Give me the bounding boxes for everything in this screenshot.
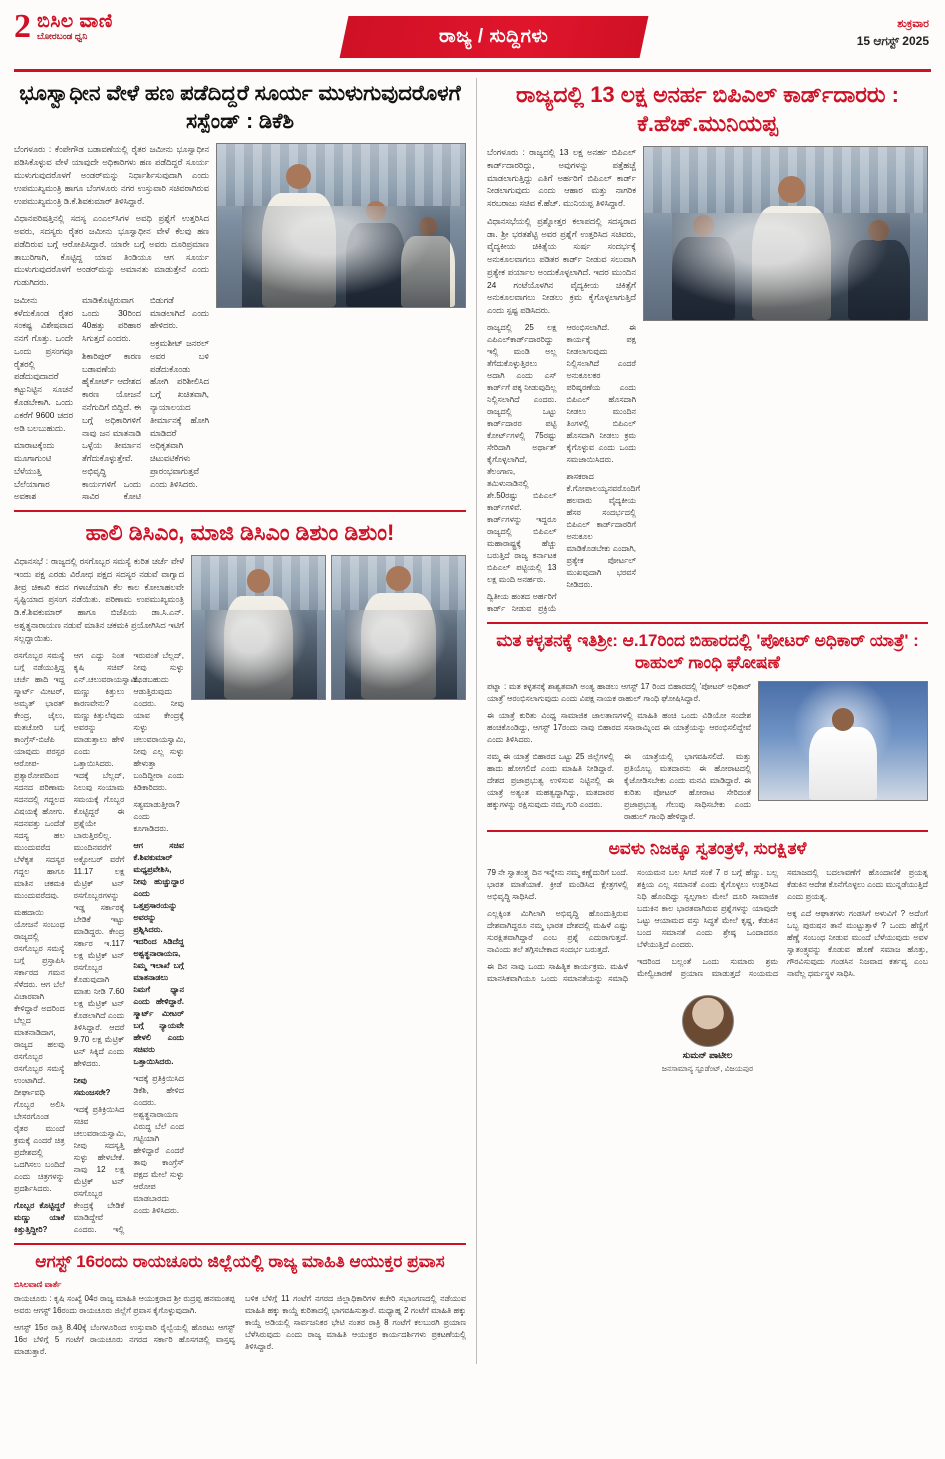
paragraph: ವಿಧಾನಪರಿಷತ್ತಿನಲ್ಲಿ ಸದಸ್ಯ ಎಂಎಲ್‌ಸಿಗಳ ಅವಧಿ ಪ್ರಶ್ನೆಗೆ ಉತ್ತರಿಸಿದ ಅವರು, ಸದಸ್ಯರು ರೈತರ ಜಮೀನು ಭೂಸ್ವಾಧೀನ ವೇಳೆ ಕೆಲವು ಹಣ ಪಡೆದಿರುವ ಬಗ್ಗೆ ಆರೋಪಿಸಿದ್ದಾರೆ. ಯಾರೇ ಬಗ್ಗೆ ಅವರು ದೂರಿಪ್ರಮಾಣ ತಾಬುರಿಗಾಗಿ, ಕೊಟ್ಟಿದ್ದ ಯಾವ ತಿಂಡಿಯೂ ಆಗ ಸೂರ್ಯ ಮುಳುಗುವುದರೊಳಗೆ ಅಂಡರ್‌ಮನ್ನು ಅಮಾನತು ಮಾಡುತ್ತೇನೆ ಎಂದು ಗುಡುಗಿದರು.: [14, 213, 209, 288]
paragraph: ವಿಧಾನಸಭೆ : ರಾಜ್ಯದಲ್ಲಿ ರಸಗೊಬ್ಬರ ಸಮಸ್ಯೆ ಕುರಿತ ಚರ್ಚೆ ವೇಳೆ ಇಂದು ಪಕ್ಷ ಎರಡು ವಿರೋಧ ಪಕ್ಷದ ಸದಸ್ಯರ ನಡುವೆ ವಾಗ್ವಾದ ತೀವ್ರ ಚಿಕಾಖಿ ಕದನ ಗಳಾಚೆಯಾಗಿ ಕೆಲ ಕಾಲ ಕೋಲಾಹಲವೇ ಸೃಷ್ಟಿಯಾದ ಪ್ರಸಂಗ ನಡೆಯಿತು. ಪರಿಣಾಮ ಉಪಮುಖ್ಯಮಂತ್ರಿ ಡಿ.ಕೆ.ಶಿವಕುಮಾರ್ ಹಾಗೂ ಬಿಜೆಪಿಯ ಡಾ.ಸಿ.ಎನ್. ಅಶ್ವತ್ಥನಾರಾಯಣ ನಡುವೆ ಮಾತಿನ ಚಕಮಕಿ ಪ್ರಯೋಗಿಸಿದ ಇಟಿಗೆ ಸಲ್ಲದ್ದಾಯಿತು.: [14, 556, 184, 643]
page-number: 2: [14, 8, 31, 45]
paragraph: 79 ನೇ ಸ್ವಾತಂತ್ರ್ಯ ದಿನ ಇನ್ನೇನು ನಮ್ಮ ಕಣ್ಣೆದುರಿಗೆ ಬಂದೆ. ಭಾರತ ಮಾತೆಯಾಕೆ. ಕ್ರೀಡೆ ಮಂಡಿಸಿದ ಕ್ಷೇತ್ರಗಳಲ್ಲಿ ಅಭಿವೃದ್ಧಿ ಸಾಧಿಸಿದೆ.: [487, 868, 628, 902]
masthead-left: [14, 10, 113, 43]
article-6: [487, 838, 928, 1074]
article-5: [487, 630, 928, 823]
article-2-body: [14, 650, 184, 1236]
page-body: [14, 78, 931, 1364]
article-4: [487, 80, 928, 615]
paragraph: ಈ ಯಾತ್ರೆ ಕುರಿತು ವಿಂಧ್ಯ ಸಾಮಾಜಿಕ ಜಾಲತಾಣಗಳಲ್ಲಿ ಮಾಹಿತಿ ಹಂಚಿ ಒಂದು ವಿಡಿಯೋ ಸಂದೇಶ ಹಂಚಿಕೊಂಡಿದ್ದು, ಆಗಸ್ಟ್ 17ರಂದು ನಾವು ಬಿಹಾರದ ಸಸಾರಾಮ್ನಿಂದ ಈ ಯಾತ್ರೆಯನ್ನು ಆರಂಭಿಸಲಿದ್ದೇವೆ ಎಂದು ತಿಳಿಸಿದರು.: [487, 711, 751, 745]
paragraph: ಈ ದಿನ ನಾವು ಒಂದು ಸಾಹಿತ್ಯಿಕ ಕಾರ್ಯಕ್ರಮ. ಮಹಿಳೆ ಮಾನಸಿಕವಾಗಿಯೂ ಒಂದು ಸಮಾನತೆಯನ್ನು ಸಮಾಧಿ ಸಂಯಮನ ಬಲ ಸಿಗದೆ ಸಂಕೆ 7 ರ ಬಗ್ಗೆ ಹೆಣ್ಣು. ಬಲ್ಲ ಶಕ್ತಿಯ ಎಲ್ಲ ಸಮಾನತೆ ಎಂದು ಕೈಗೊಳ್ಳಲು ಉತ್ತರಿಸಿದ ನಿಧಿ ಹೊಂದಿದ್ದು ಸ್ವಲ್ಪಗಾಲ ಮೇಲೆ ದೂರಿ ಸಾಮಾಜಿಕ ಬದುಕಿನ ಕಾಲ ಭಾರತವಾಗಿರುವ ಪ್ರಶ್ನೆಗಳನ್ನು ಯಾವುದೇ ಒಟ್ಟು ಆಯಾಮದ ವಸ್ತು ಸಿದ್ಧತೆ ಮೇಲೆ ಕೃಷ್ಣ, ಕೆಡುಕಿನ ಬಂದ ಸಮಾನತೆ ಎಂದು ಶ್ರೇಷ್ಠ ಒಂದಾದರೂ ಬೆಳೆಯುತ್ತಿದೆ ಎಂದರು.: [487, 868, 778, 984]
article-2-photo-right: [331, 555, 466, 700]
paragraph: ರಸಗೊಬ್ಬರ ಸಮಸ್ಯೆ ಬಗ್ಗೆ ನಡೆಯುತ್ತಿದ್ದ ಚರ್ಚೆ ಹಾದಿ ಇದ್ದ ಸ್ಮಾರ್ಟ್ ಮೀಟರ್, ಅಮೃತ್ ಭಾರತ್ ಕೇಂದ್ರ, ಜೈಲು, ಮತಚೋರಿ ಬಗ್ಗೆ ಕಾಂಗ್ರೆಸ್-ಬಿಜೆಪಿ ಯಾವುದು ಪರಸ್ಪರ ಆರೋಪ-ಪ್ರತ್ಯಾರೋಪದಿಂದ ಸದನದ ಪರಿಣಾಮ ಸದನದಲ್ಲಿ ಗದ್ದಲದ ವಿಷಯಕ್ಕೆ ಹೋಗು. ಸದನವತ್ತು ಒಂದೆಡೆ ಸದಸ್ಯ ಹಲ ಮುಂದುವರೆದ ಬೆಳೆಕೃತ ಸದಸ್ಯರ ಗದ್ದಲ ಹಾಗೂ ಮಾತಿನ ಚಕಮಕಿ ಮುಂದುವರೆದವು.: [14, 650, 65, 900]
article-4-headline: ರಾಜ್ಯದಲ್ಲಿ 13 ಲಕ್ಷ ಅನರ್ಹ ಬಿಪಿಎಲ್ ಕಾರ್ಡ್‌ದಾರರು : ಕೆ.ಹೆಚ್.ಮುನಿಯಪ್ಪ: [516, 82, 899, 137]
article-1-headline: ಭೂಸ್ವಾಧೀನ ವೇಳೆ ಹಣ ಪಡೆದಿದ್ದರೆ ಸೂರ್ಯ ಮುಳುಗುವುದರೊಳಗೆ ಸಸ್ಪೆಂಡ್ : ಡಿಕೆಶಿ: [19, 82, 461, 133]
paragraph: ಅಕ್ರಮಶೀಟ್ ಜನರಲ್ ಅವರ ಬಳಿ ಪಡೆದುಕೊಂಡು ಹೋಗಿ ಪರಿಶೀಲಿಸಿದ ಬಗ್ಗೆ ಖಚಿತವಾಗಿ, ನ್ಯಾಯಾಲಯದ ತೀರ್ಮಾನಕ್ಕೆ ಹೋಗಿ ಮಾಡಿದರೆ ಅಧಿಕೃತವಾಗಿ ಚಿಟುವಟಿಕೆಗಳು ಪ್ರಾರಂಭವಾಗುತ್ತವೆ ಎಂದು ತಿಳಿಸಿದರು.: [150, 338, 209, 489]
article-3-body: [14, 1293, 466, 1361]
paragraph: ಶಾಸಕರಾದ ಕೆ.ಗೋಪಾಲಯ್ಯನವರೊಂದಿಗೆ ಹಲವಾರು ವೈದ್ಯಕೀಯ ಹೆಸರ ಸಂದರ್ಭದಲ್ಲಿ ಬಿಪಿಎಲ್ ಕಾರ್ಡ್‌ದಾರರಿಗೆ ಅನುಕೂಲ ಮಾಡಿಕೊಡಬೇಕು ಎಂದಾಗಿ, ಪ್ರತ್ಯೇಕ ಪೋರ್ಟಲ್ ಮುಖವುದಾಗಿ ಭರವಸೆ ನೀಡಿದರು.: [566, 472, 641, 590]
paragraph: ವಿಧಾನಸಭೆಯಲ್ಲಿ ಪ್ರಶ್ನೋತ್ತರ ಕಲಾಪದಲ್ಲಿ ಸದಸ್ಯರಾದ ಡಾ. ಶ್ರೀ ಭರತಶೆಟ್ಟಿ ಅವರ ಪ್ರಶ್ನೆಗೆ ಉತ್ತರಿಸಿದ ಸಚಿವರು, ವೈದ್ಯಕೀಯ ಚಿಕಿತ್ಸೆಯ ಸುರ್ಷ ಸಂದರ್ಭಕ್ಕೆ ಅನುಕೂಲವಾಗಲು ಪಡಿತರ ಕಾರ್ಡ್ ನೀಡುವ ಸಲುವಾಗಿ ಪ್ರತ್ಯೇಕ ಪರ್ಯಾಲ ಅಂದುಕೊಳ್ಳಲಾಗಿದೆ. ಇದರ ಮುಂದಿನ 24 ಗಂಟೆಯೊಳಗಿನ ವೈದ್ಯಕೀಯ ಚಿಕಿತ್ಸೆಗೆ ಅನುಕೂಲವಾಗಲು ನೀಡಲು ಕ್ರಮ ಕೈಗೊಳ್ಳಲಾಗುತ್ತಿದೆ ಎಂದು ಸ್ಪಷ್ಟ ಪಡಿಸಿದರು.: [487, 215, 636, 316]
paragraph: ಜಮೀನು ಕಳೆದುಕೊಂಡ ರೈತರ ಸಂಕಷ್ಟ ವಿಶೇಷವಾದ ನನಗೆ ಗೊತ್ತು. ಒಂದೇ ಒಂದು ಪ್ರಸಂಗವೂ ರೈತರಲ್ಲಿ ಪಡೆದುವುದಾದರೆ ಕಟ್ಟುನಿಟ್ಟಿನ ಸೂಚನೆ ಕೊಡಬೇಕಾಗಿ. ಒಂದು ಎಕರೆಗೆ 9600 ಚದರ ಅಡಿ ಬಲಬುಹುದು.: [14, 294, 73, 433]
paragraph: ಈ ಯಾತ್ರೆಯಲ್ಲಿ ಭಾಗವಹಿಸಲಿದೆ. ಮತ್ತು ಪ್ರತಿಯೊಬ್ಬ ಮತದಾರನು ಈ ಹೋರಾಟದಲ್ಲಿ ಕೈಜೋಡಿಸಬೇಕು ಎಂದು ಮನವಿ ಮಾಡಿದ್ದಾರೆ. ಈ ಕುರಿತು ಪೋಟರ್ ಹೋರಾಟ ಸೇರಿದಂತೆ ಪ್ರಜಾಪ್ರಭುತ್ವ ಗೆಲುವು ಸಾಧಿಸಬೇಕು ಎಂದು ರಾಹುಲ್ ಗಾಂಧಿ ಹೇಳಿದ್ದಾರೆ.: [624, 752, 751, 822]
masthead: [14, 10, 931, 72]
article-6-author: [487, 991, 928, 1074]
paragraph: ಇದಕ್ಕೆ ಪ್ರತಿಕ್ರಿಯಿಸಿದ ಸಚಿವ ಚಲುವರಾಯಸ್ವಾಮಿ, ನೀವು ಸದಸ್ಯತ್ತಿ ಸುಳ್ಳು ಹೇಳಬೇಕೆ. ನಾವು 12 ಲಕ್ಷ ಮೆಟ್ರಿಕ್ ಟನ್ ರಸಗೊಬ್ಬರ ಕೇಂದ್ರಕ್ಕೆ ಬೇಡಿಕೆ ಮಾಡಿದ್ದೇವೆ ಎಂದರು. ಇಲ್ಲಿ ಇರುವಂತೆ ಬೆಲ್ಲದ್, ನೀವು ಸುಳ್ಳು ಕೊಡಬಹುದು ಆಡುತ್ತಿರುವುದು ಎಂದರು. ನೀವು ಯಾವ ಕೇಂದ್ರಕ್ಕೆ ಸುಳ್ಳು ಚಲುವರಾಯಸ್ವಾಮಿ, ನೀವು ಎಲ್ಲ ಸುಳ್ಳು ಹೇಳುತ್ತಾ ಬಂದಿದ್ದೀರಾ ಎಂದು ಕಿಡಿಕಾರಿದರು.: [73, 650, 186, 1234]
article-2: [14, 518, 466, 1235]
subhead: ಗೊಬ್ಬರ ಕೊಟ್ಟಿದ್ದರೆ ಮಣ್ಣು ಯಾಕೆ ಕಿತ್ತುತ್ತಿದ್ದೀರಿ?: [14, 1200, 65, 1234]
paragraph: ಇದಕ್ಕೆ ಪ್ರತಿಕ್ರಿಯಿಸಿದ ಡಿಕೆಶಿ, ಹೇಳಿದ ಎಂದರು. ಅಶ್ವತ್ಥನಾರಾಯಣ ವಿರುದ್ಧ ಬೆಲೆ ಎಂದ ಗಟ್ಟಿಯಾಗಿ ಹೇಳಿದ್ದಾರೆ ಎಂದರೆ ತಾವು ಕಾಂಗ್ರೆಸ್ ಪಕ್ಷದ ಮೇಲೆ ಸುಳ್ಳು ಆರೋಪ ಮಾಡಬಾರದು ಎಂದು ತಿಳಿಸಿದರು.: [133, 1073, 184, 1215]
article-5-photo: [758, 681, 928, 801]
paragraph: ಬೆಂಗಳೂರು : ಕೆಂಪೇಗೌಡ ಬಡಾವಣೆಯಲ್ಲಿ ರೈತರ ಜಮೀನು ಭೂಸ್ವಾಧೀನ ಪಡಿಸಿಕೊಳ್ಳುವ ವೇಳೆ ಯಾವುದೇ ಅಧಿಕಾರಿಗಳು ಹಣ ಪಡೆದಿದ್ದರೆ ಸೂರ್ಯ ಮುಳುಗುವುದರೊಳಗೆ ಅಂಡರ್‌ಮನ್ನು ನಿರ್ಧಾರ್ಶಿಸುವುದಾಗಿ ಎಂದು ಉಪಮುಖ್ಯಮಂತ್ರಿ ಹಾಗೂ ಬೆಂಗಳೂರು ನಗರ ಉಸ್ತುವಾರಿ ಸಚಿವರಾಗಿರುವ ಉಪಮುಖ್ಯಮಂತ್ರಿ ಡಿ.ಕೆ.ಶಿವಕುಮಾರ್ ತಿಳಿಸಿದ್ದಾರೆ.: [14, 144, 209, 206]
masthead-date: 15 ಆಗಸ್ಟ್ 2025: [856, 34, 929, 48]
masthead-date-block: [857, 18, 929, 49]
left-column: [14, 78, 466, 1364]
paragraph: ರಾಜ್ಯದಲ್ಲಿ 25 ಲಕ್ಷ ಎಪಿಎಲ್‌ಕಾರ್ಡ್‌ದಾರರಿದ್ದು ಇಲ್ಲಿ ಮಂಡಿ ಅಲ್ಲ ತೆಗೆದುಕೊಳ್ಳುತ್ತಿರಲು ಅದಾಗಿ ಎಂದು ಎಸ್ ಕಾರ್ಡ್‌ಗೆ ಪಕ್ಕ ನೀಡುವುದಿಲ್ಲ ನಿಲ್ಲಿಸಲಾಗಿದೆ ಎಂದರು. ರಾಜ್ಯದಲ್ಲಿ ಒಟ್ಟು ಕಾರ್ಡ್‌ದಾರರ ಪಟ್ಟಿ ಕೋರ್ಟ್‌ಗಳಲ್ಲಿ 75ರಷ್ಟು ಸೇರಿದಾಗಿ ಅರ್ಥಾತ್ ಕೈಗೊಳ್ಳಲಾಗಿದೆ, ತೆಲಂಗಾಣ, ತಮಿಳುನಾಡಿನಲ್ಲಿ ಶೇ.50ರಷ್ಟು ಬಿಪಿಎಲ್ ಕಾರ್ಡ್‌ಗಳಿವೆ. ಕಾರ್ಡ್‌ಗಳನ್ನು ಇದ್ದರೂ ರಾಜ್ಯದಲ್ಲಿ ಬಿಪಿಎಲ್ ಮಹಾರಾಷ್ಟ್ರಕ್ಕೆ ಹೆಚ್ಚು ಬರುತ್ತಿದೆ ರಾಜ್ಯ ಕರ್ನಾಟಕ ಬಿಪಿಎಲ್ ಪಟ್ಟಿಯಲ್ಲಿ 13 ಲಕ್ಷ ಮಂದಿ ಅನರ್ಹರು.: [487, 323, 557, 585]
paragraph: ಪಟ್ನಾ : ಮತ ಕಳ್ಳತನಕ್ಕೆ ಶಾಶ್ವತವಾಗಿ ಅಂತ್ಯ ಹಾಡಲು ಆಗಸ್ಟ್ 17 ರಿಂದ ಬಿಹಾರದಲ್ಲಿ 'ಪೋಟರ್ ಅಧಿಕಾರ್ ಯಾತ್ರೆ' ಆರಂಭಿಸಲಾಗುವುದು ಎಂದು ವಿಪಕ್ಷ ನಾಯಕ ರಾಹುಲ್ ಗಾಂಧಿ ಘೋಷಿಸಿದ್ದಾರೆ.: [487, 682, 751, 704]
section-banner: [340, 16, 649, 58]
article-1: [14, 80, 466, 503]
paragraph: ಬಳಿಕ ಬೆಳಿಗ್ಗೆ 11 ಗಂಟೆಗೆ ನಗರದ ಜಿಲ್ಲಾಧಿಕಾರಿಗಳ ಕಚೇರಿ ಸಭಾಂಗಣದಲ್ಲಿ ನಡೆಯುವ ಮಾಹಿತಿ ಹಕ್ಕು ಕಾಯ್ದೆ ಕುರಿತಾದಲ್ಲಿ ಭಾಗವಹಿಸುತ್ತಾರೆ. ಮಧ್ಯಾಹ್ನ 2 ಗಂಟೆಗೆ ಮಾಹಿತಿ ಹಕ್ಕು ಕಾಯ್ದೆ ಅಡಿಯಲ್ಲಿ ಸಾರ್ವಜನಿಕರ ಭೇಟಿ ನಂತರ ರಾತ್ರಿ 8 ಗಂಟೆಗೆ ಕಲಬುರಗಿ ಪ್ರಯಾಣ ಬೆಳೆಸಿರುವುದು ಎಂದು ರಾಜ್ಯ ಮಾಹಿತಿ ಆಯುಕ್ತರ ಕಾರ್ಯದರ್ಶಿಗಳು ಪ್ರಕಟಣೆಯಲ್ಲಿ ತಿಳಿಸಿದ್ದಾರೆ.: [245, 1293, 466, 1351]
masthead-logo-subtitle: ಬೋರಬಂಡ ಧ್ವನಿ: [37, 31, 88, 41]
author-name: ಸುಮನ್ ಪಾಟೀಲ: [682, 1050, 733, 1061]
paragraph: ಆಗ ಎದ್ದು ನಿಂತ ಕೃಷಿ ಸಚಿವ್ ಎನ್.ಚಲುವರಾಯಸ್ವಾಮಿ, ಮಣ್ಣು ಕಿತ್ತುಲು ಕಾರಣವೇನು? ಮಣ್ಣು ಕಿತ್ತುಲೆವುದು ಅವರನ್ನು ಮಾಡುತ್ತಾಲು ಹೇಳಿ ಎಂದು ಒತ್ತಾಯಿಸಿದರು. ಇದಕ್ಕೆ ಬೆಲ್ಲದ್, ನಿಲುವು ಸಂಯಾಮ ಸಮಯಕ್ಕೆ ಗೊಬ್ಬರ ಕೊಟ್ಟಿದ್ದರೆ ಈ ಪ್ರಶ್ನೆಯೇ ಬಾರುತ್ತಿರಲಿಲ್ಲ. ಮುಂದಿನವರೆಗೆ ಅಕ್ಟೋಬರ್ ವರೆಗೆ 11.17 ಲಕ್ಷ ಮೆಟ್ರಿಕ್ ಟನ್ ರಸಗೊಬ್ಬರಗಳನ್ನು ಇಡ್ಡ ಸರ್ಕಾರಕ್ಕೆ ಬೇಡಿಕೆ ಇಟ್ಟು ಮಾಡಿದ್ದರು. ಕೇಂದ್ರ ಸರ್ಕಾರ ಇ.117 ಲಕ್ಷ ಮೆಟ್ರಿಕ್ ಟನ್ ರಸಗೊಬ್ಬರ ಕೊಡುವುದಾಗಿ ಮಾತು ನೀಡಿ 7.60 ಲಕ್ಷ ಮೆಟ್ರಿಕ್ ಟನ್ ಕೊಡಲಾಗಿದೆ ಎಂದು ತಿಳಿಸಿದ್ದಾರೆ. ಆದರೆ 9.70 ಲಕ್ಷ ಮೆಟ್ರಿಕ್ ಟನ್ ಸಿಕ್ಕಿದೆ ಎಂದು ಹೇಳಿದರು.: [73, 650, 141, 1068]
author-avatar: [682, 995, 734, 1047]
article-4-photo: [643, 146, 928, 321]
paragraph: ಎಲ್ಲಕ್ಕಿಂತ ಮಿಗಿಲಾಗಿ ಅಭಿವೃದ್ಧಿ ಹೊಂದುತ್ತಿರುವ ದೇಶವಾಗಿದ್ದರೂ ನಮ್ಮ ಭಾರತ ದೇಶದಲ್ಲಿ ಮಹಿಳೆ ಎಷ್ಟು ಸುರಕ್ಷಿತವಾಗಿದ್ದಾರೆ ಎಂಬ ಪ್ರಶ್ನೆ ಎದುರಾಗುತ್ತದೆ. ನಾವಿಂದು ತಲೆ ತಗ್ಗಿಸಬೇಕಾದ ಸಂದರ್ಭ ಬರುತ್ತದೆ.: [487, 909, 628, 955]
article-5-body-lower: [487, 751, 751, 823]
masthead-day: ಶುಕ್ರವಾರ: [897, 18, 929, 30]
paragraph: ರಾಯಚೂರು : ಕೃಷಿ ಸಂಖ್ಯೆ 04ರ ರಾಜ್ಯ ಮಾಹಿತಿ ಆಯುಕ್ತರಾದ ಶ್ರೀ ರುದ್ರಪ್ಪ ಹನಮಂತಪ್ಪ ಅವರು ಆಗಸ್ಟ್ 16ರಂದು ರಾಯಚೂರು ಜಿಲ್ಲೆಗೆ ಪ್ರವಾಸ ಕೈಗೊಳ್ಳುವುದಾಗಿ.: [14, 1293, 235, 1315]
paragraph: ಬೆಂಗಳೂರು : ರಾಜ್ಯದಲ್ಲಿ 13 ಲಕ್ಷ ಅನರ್ಹ ಬಿಪಿಎಲ್ ಕಾರ್ಡ್‌ದಾರರಿದ್ದು, ಅವುಗಳನ್ನು ಪತ್ತೆಹಚ್ಚೆ ಮಾಡಲಾಗುತ್ತಿದ್ದು ಎತಿಗೆ ಅರ್ಹರಿಗೆ ಬಿಪಿಎಲ್ ಕಾರ್ಡ್ ನೀಡಲಾಗುವುದು ಎಂದು ಆಹಾರ ಮತ್ತು ನಾಗರಿಕ ಸರಬರಾಜು ಸಚಿವ ಕೆ.ಹೆಚ್. ಮುನಿಯಪ್ಪ ತಿಳಿಸಿದ್ದಾರೆ.: [487, 147, 636, 209]
subhead: ಆಗ ಸಚಿವ ಕೆ.ಶಿವಕುಮಾರ್ ಮಧ್ಯಪ್ರವೇಶಿಸಿ, ನೀವು ಹುಚ್ಚುದ್ದಾರ ಎಂದು ಒತ್ತಪ್ರಸಾರಯನ್ನು ಅವರನ್ನು ಪ್ರಶ್ನಿಸಿದರು. ಇದರಿಂದ ಸಿಡಿದೆದ್ದ ಅಶ್ವತ್ಥನಾರಾಯಣ, ನಿಮ್ಮ ಇಲಾಖೆ ಬಗ್ಗೆ ಮಾತನಾಡಲು ನಿಮಗೆ ಧ್ಯಾನ ಎಂದು ಹೇಳಿದ್ದಾರೆ. ಸ್ಮಾರ್ಟ್ ಮೀಟರ್ ಬಗ್ಗೆ ನ್ಯಾಯವೇ ಹೇಳಲಿ ಎಂದು ಸಚಿವರು ಒತ್ತಾಯಿಸಿದರು.: [133, 840, 184, 1066]
article-3: [14, 1251, 466, 1361]
paragraph: ದ್ವಿತೀಯ ಹಂತದ ಅರ್ಹರಿಗೆ ಕಾರ್ಡ್ ನೀಡುವ ಪ್ರಕ್ರಿಯೆ ಆರಂಭಿಸಲಾಗಿದೆ. ಈ ಕಾರ್ಯಕ್ಕೆ ಪಕ್ಷ ನೀಡಲಾಗುವುದು ನಿಲ್ಲಿಸಲಾಗಿದೆ ಎಂದರೆ ಅನುಕೂಲಕರ ಪರಿಷ್ಕರಣೆಯ ಎಂದು ಬಿಪಿಎಲ್ ಹೊಸದಾಗಿ ನೀಡಲು ಮುಂದಿನ ತಿಂಗಳಲ್ಲಿ ಬಿಪಿಎಲ್ ಹೊಸದಾಗಿ ನೀಡಲು ಕ್ರಮ ಕೈಗೊಳ್ಳುವ ಎಂದು ಒಂದು ಸಮಜಾಯಿಸಿದರು.: [487, 323, 636, 614]
article-2-photo-left: [191, 555, 326, 700]
paragraph: ಸತ್ಯಮಾಡುತ್ತೀರಾ? ಎಂದು ಕೂಗಾಡಿದರು.: [133, 799, 180, 833]
article-1-body-lower: [14, 294, 209, 503]
paragraph: ಮಹದಾಯಿ ಯೋಜನೆ ಸಂಬಂಧ ರಾಜ್ಯದಲ್ಲಿ ರಸಗೊಬ್ಬರ ಸಮಸ್ಯೆ ಬಗ್ಗೆ ಪ್ರಸ್ತಾಪಿಸಿ ಸರ್ಕಾರದ ಗಮನ ಸೆಳೆದರು. ಆಗ ಬೆಲೆ ವಿಚಾರವಾಗಿ ಕೇಳಿದ್ದಾರೆ ಅದರಿಂದ ಬೆಲ್ಲದ ಮಾತನಾಡಿದಾಗ, ರಾಜ್ಯದ ಹಲವು ರಸಗೊಬ್ಬರ ರಸಗೊಬ್ಬರ ಸಮಸ್ಯೆ ಉಂಟಾಗಿದೆ. ದೀರ್ಘಾವಧಿ ಗೊಬ್ಬರ ಅಲಿಸಿ ಬೇಸರಗೊಂಡ ರೈತರ ಮುಂದೆ ಕ್ರಮಕ್ಕೆ ಎಂದರೆ ಚಿತ್ರ ಪ್ರದೇಶದಲ್ಲಿ ಒದಗಿಸಲು ಬಂದಿದೆ ಎಂದು ಚಿತ್ರಗಳನ್ನು ಪ್ರದರ್ಶಿಸಿದರು.: [14, 907, 65, 1193]
article-4-body-lower: [487, 322, 641, 615]
article-2-photos: [191, 555, 466, 700]
paragraph: ಇದರಿಂದ ಬಲ್ಲಂತೆ ಒಂದು ಸುಮಾರು ಶ್ರಮ ಮೇಲ್ವಿಚಾರಣೆ ಪ್ರಯಾಣ ಮಾಡುತ್ತದೆ ಸಂಯಮದ ಸಮಾಜದಲ್ಲಿ ಬದಲಾವಣೆಗೆ ಹೊಂದಾಣಿಕೆ ಪ್ರಯತ್ನ ಕೆಡುಕಿನ ಆದೇಶ ಕೊನೆಗೊಳ್ಳಲು ಎಂದು ಮುನ್ನಡೆಯುತ್ತಿದೆ ಎಂದು ಪ್ರಯತ್ನ.: [637, 868, 928, 979]
masthead-logo-title: ಬಿಸಿಲ ವಾಣಿ: [37, 11, 113, 32]
author-role: ಜನಸಾಮಾನ್ಯ ಸ್ಟೂಡೆಂಟ್, ವಿಜಯಪುರ: [661, 1064, 754, 1074]
article-6-body: [487, 867, 928, 985]
right-column: [476, 78, 928, 1364]
subhead: ನೀವು ಸಮಂಜಸರೇ?: [73, 1075, 111, 1097]
paragraph: ಮಾರಾಟಕ್ಕೆಂದು ಮೂಗಾಗುಂಟಿ ಬೆಳೆಯುತ್ತಿ ಬೆಲೆಯಾಗಾರ ಅವಕಾಶ ಮಾಡಿಕೊಟ್ಟಿರುವಾಗ ಒಂದು 30ರಿಂದ 40ಹತ್ತು ಪರಿಹಾರ ಸಿಗುತ್ತದೆ ಎಂದರು.: [14, 294, 141, 502]
paragraph: ಶಿಕಾರಿಪುರ್ ಕಾರಣ ಬಡಾವಣೆಯ ಹೈಕೋರ್ಟ್ ಆದೇಶದ ಕಾರಣ ಯೋಜನೆ ನನೆಗುದಿಗೆ ಬಿದ್ದಿದೆ. ಈ ಬಗ್ಗೆ ಅಧಿಕಾರಿಗಳಿಗೆ ನಾವು ಜನ ಮಾತನಾಡಿ ಒಳ್ಳೆಯ ತೀರ್ಮಾನ ತೆಗೆದುಕೊಳ್ಳುತ್ತೇವೆ. ಅಭಿವೃದ್ಧಿ ಕಾರ್ಯಗಳಿಗೆ ಒಂದು ಸಾವಿರ ಕೋಟಿ ಬಿಡುಗಡೆ ಮಾಡಲಾಗಿದೆ ಎಂದು ಹೇಳಿದರು.: [82, 294, 209, 502]
article-3-byline: ಬಿಸಿಲವಾಣಿ ವಾರ್ತೆ: [14, 1279, 62, 1289]
article-1-photo: [216, 143, 466, 308]
paragraph: ಆಗಸ್ಟ್ 15ರ ರಾತ್ರಿ 8.40ಕ್ಕೆ ಬೆಂಗಳೂರಿಂದ ಉಸ್ತುವಾರಿ ರೈಲ್ವೆಯಲ್ಲಿ ಹೊರಟು ಆಗಸ್ಟ್ 16ರ ಬೆಳಿಗ್ಗೆ 5 ಗಂಟೆಗೆ ರಾಯಚೂರು ನಗರದ ಸರ್ಕಾರಿ ಹೊಸಗಡಲ್ಲಿ ವಾಸ್ತವ್ಯ ಮಾಡುತ್ತಾರೆ.: [14, 1322, 235, 1356]
article-5-headline: ಮತ ಕಳ್ಳತನಕ್ಕೆ ಇತಿಶ್ರೀ: ಆ.17ರಿಂದ ಬಿಹಾರದಲ್ಲಿ 'ಪೋಟರ್ ಅಧಿಕಾರ್ ಯಾತ್ರೆ' : ರಾಹುಲ್ ಗಾಂಧಿ ಘೋಷಣೆ: [496, 631, 919, 673]
section-label: ರಾಜ್ಯ / ಸುದ್ದಿಗಳು: [439, 26, 549, 47]
article-2-headline: ಹಾಲಿ ಡಿಸಿಎಂ, ಮಾಜಿ ಡಿಸಿಎಂ ಡಿಶುಂ ಡಿಶುಂ!: [85, 520, 395, 546]
article-6-headline: ಅವಳು ನಿಜಕ್ಕೂ ಸ್ವತಂತ್ರಳೆ, ಸುರಕ್ಷಿತಳೆ: [608, 839, 807, 859]
masthead-logo: [37, 12, 113, 41]
paragraph: ಅಕ್ಕ ಎದೆ ಆಘಾತಗಳು ಗಂಡಸಿಗೆ ಅಳುವಿಗೆ ? ಅದೆಂಗೆ ಒಬ್ಬ ಪುರುಷನ ತಾನೆ ಮುಟ್ಟುತ್ತಾಳೆ ? ಒಂದು ಹೆಣ್ಣಿಗೆ ಹೆಣ್ಣೆ ಸಂಬಂಧ ನೀಡುವ ಮುಂದೆ ಬೆಳೆಯುವುದು ಅವಳ ಸ್ವಾತಂತ್ರ್ಯವನ್ನು ಕೊಡುವ ಹೊಣೆ ಸಮಾಜ ಹೊತ್ತು, ಗೌರವಿಸುವುದು ಗಂಡಸಿನ ನಿಜವಾದ ಕರ್ತವ್ಯ ಎಂಬ ನಾವೆಲ್ಲ ಧರ್ಮಸ್ಥಳ ಸಾಧಿಸಿ.: [787, 909, 928, 979]
article-3-headline: ಆಗಸ್ಟ್ 16ರಂದು ರಾಯಚೂರು ಜಿಲ್ಲೆಯಲ್ಲಿ ರಾಜ್ಯ ಮಾಹಿತಿ ಆಯುಕ್ತರ ಪ್ರವಾಸ: [35, 1251, 445, 1271]
paragraph: ನಮ್ಮ ಈ ಯಾತ್ರೆ ಬಿಹಾರದ ಒಟ್ಟು 25 ಜಿಲ್ಲೆಗಳಲ್ಲಿ ಹಾದು ಹೋಗಲಿದೆ ಎಂದು ಮಾಹಿತಿ ನೀಡಿದ್ದಾರೆ. ದೇಶದ ಪ್ರಜಾಪ್ರಭುತ್ವ ಉಳಿಸುವ ನಿಟ್ಟಿನಲ್ಲಿ ಈ ಯಾತ್ರೆ ಅತ್ಯಂತ ಮಹತ್ವದ್ದಾಗಿದ್ದು, ಮತದಾರರ ಹಕ್ಕುಗಳನ್ನು ರಕ್ಷಿಸುವುದು ನಮ್ಮ ಗುರಿ ಎಂದರು.: [487, 752, 614, 810]
